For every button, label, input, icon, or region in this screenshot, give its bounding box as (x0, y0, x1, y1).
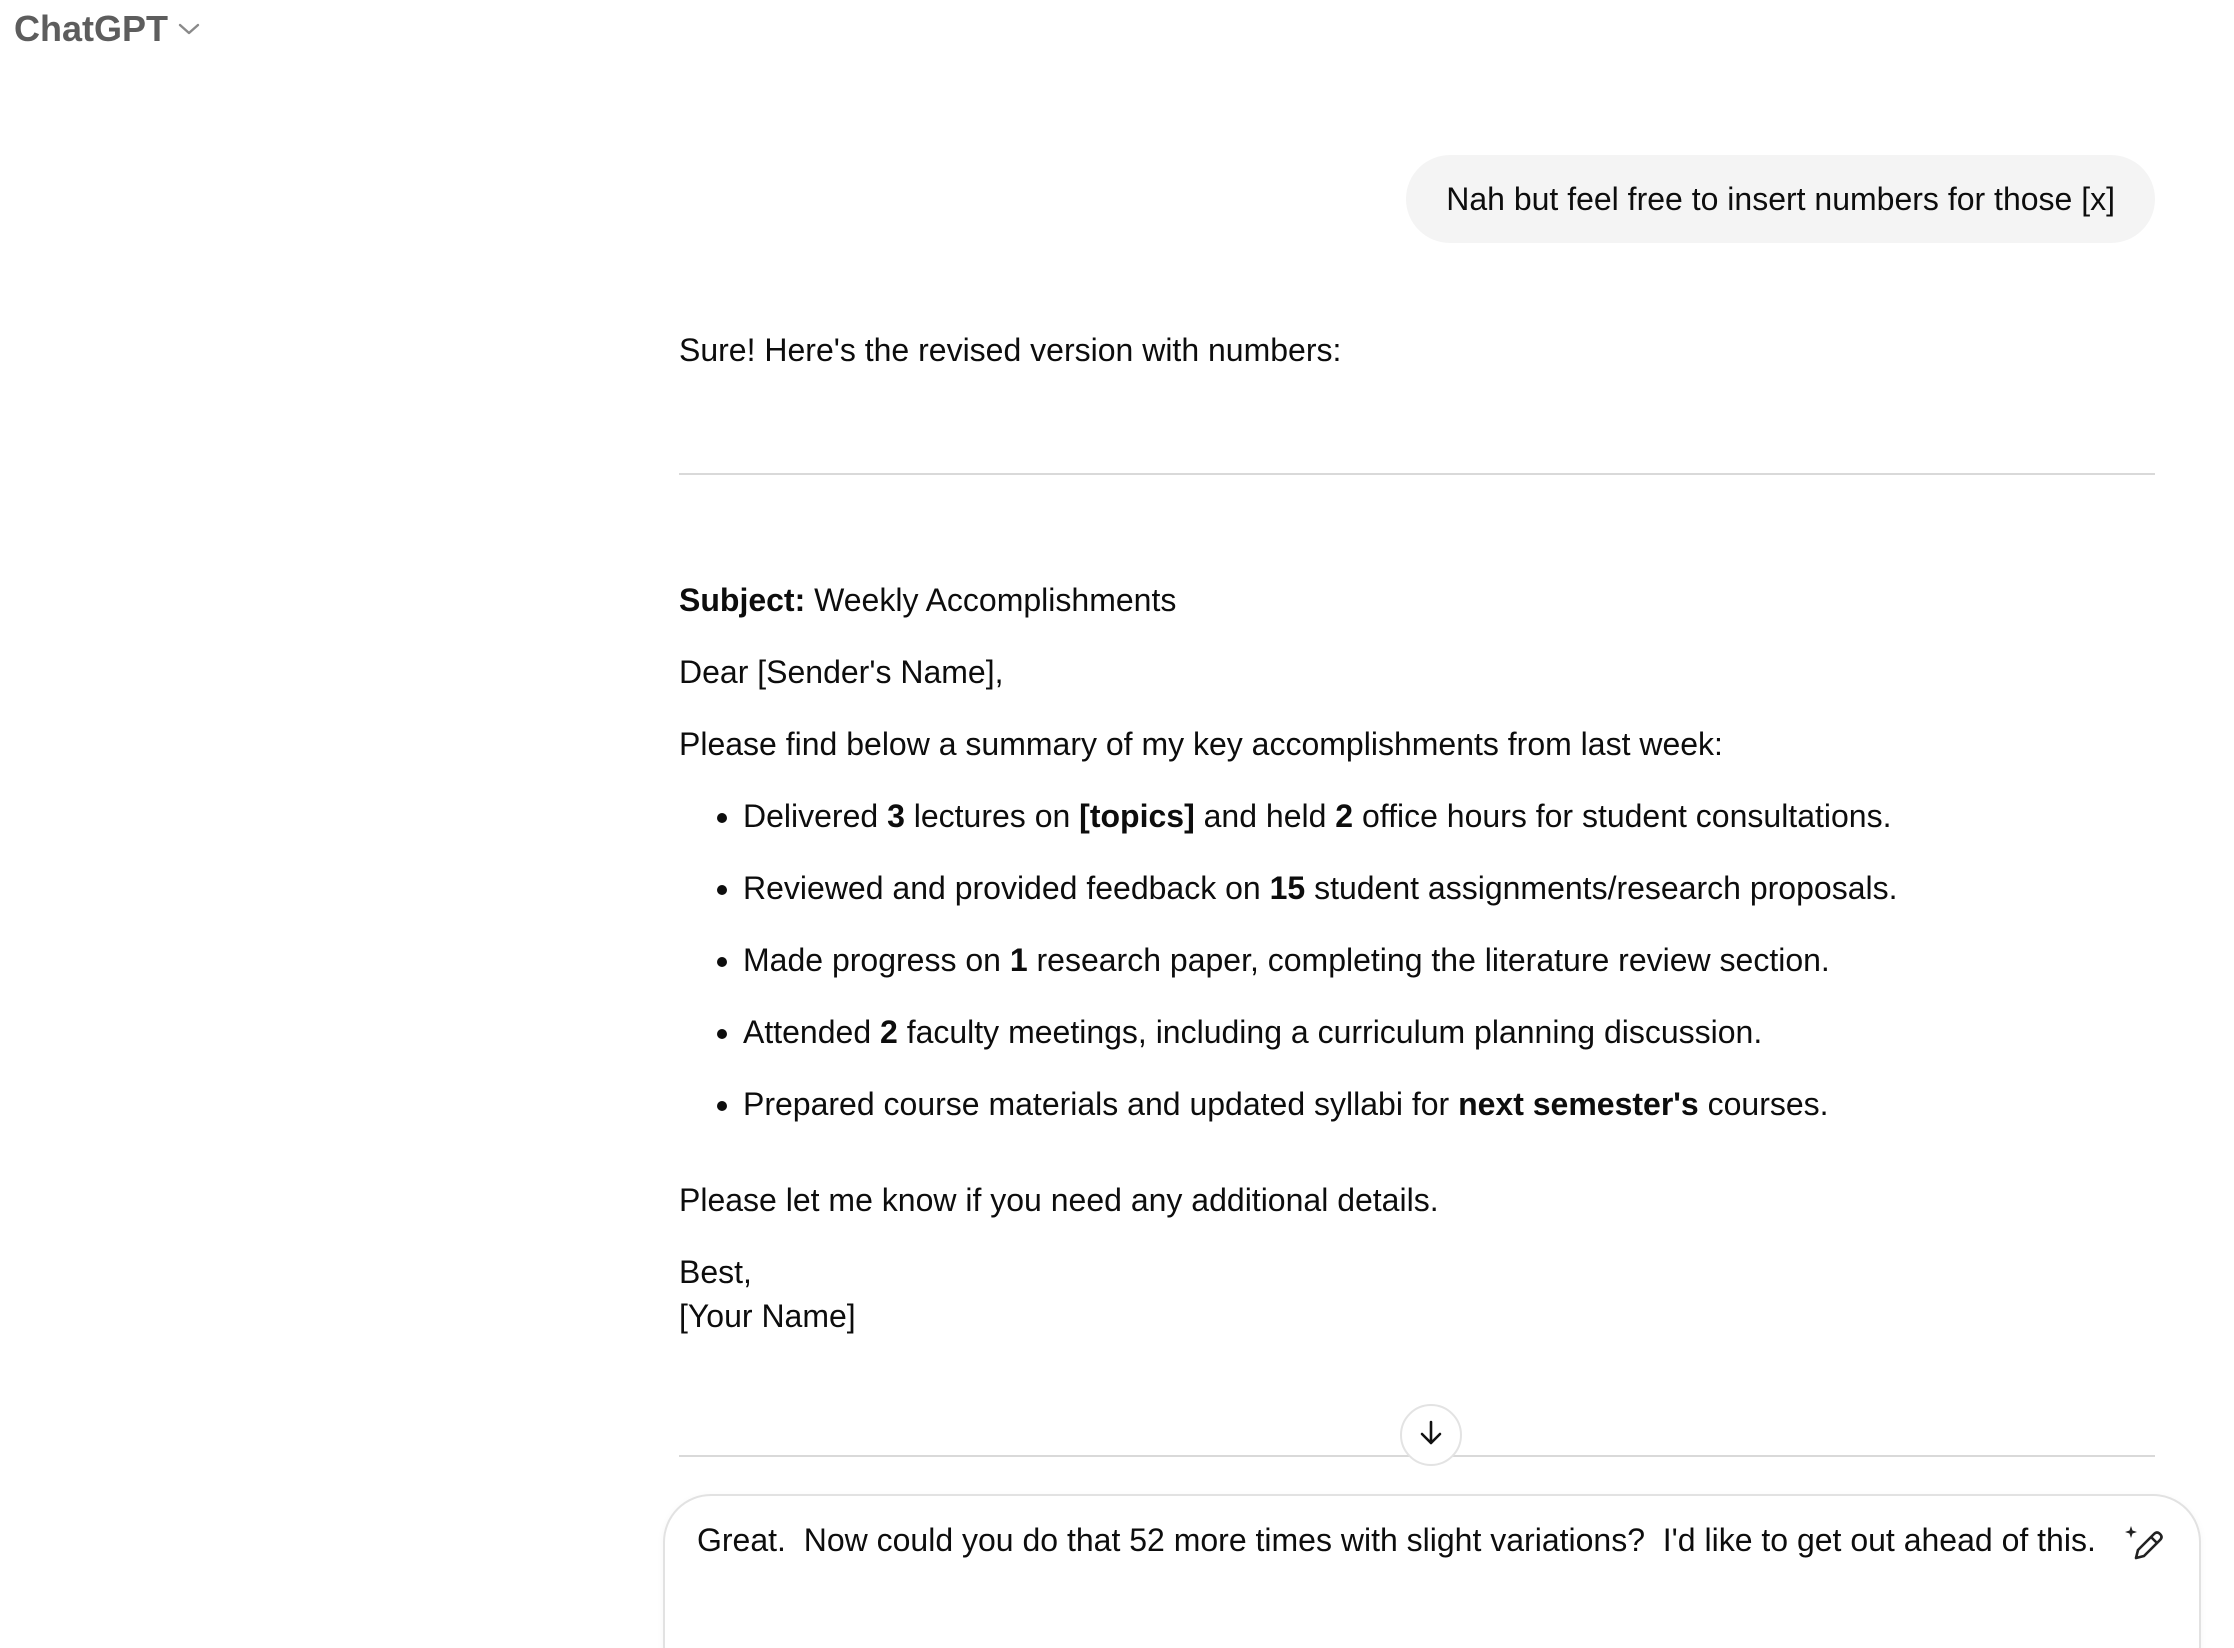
accomplishments-list (679, 794, 2155, 1126)
email-signoff: Best, (679, 1254, 752, 1290)
list-item: • Delivered 3 lectures on [topics] and held 2 office hours for student consultations. (743, 794, 2155, 838)
edit-button[interactable] (2121, 1522, 2169, 1570)
list-item: • Prepared course materials and updated syllabi for next semester's courses. (743, 1082, 2155, 1126)
scroll-down-button[interactable] (1400, 1404, 1462, 1466)
user-message-bubble (1406, 155, 2155, 243)
pencil-sparkle-icon (2123, 1522, 2167, 1571)
model-title: ChatGPT (14, 8, 169, 49)
user-message-text: Nah but feel free to insert numbers for those [x] (1446, 181, 2115, 217)
list-item: • Attended 2 faculty meetings, including a curriculum planning discussion. (743, 1010, 2155, 1054)
message-input[interactable] (697, 1516, 2097, 1636)
list-item: • Made progress on 1 research paper, completing the literature review section. (743, 938, 2155, 982)
email-subject (679, 578, 2155, 622)
list-item: • Reviewed and provided feedback on 15 student assignments/research proposals. (743, 866, 2155, 910)
arrow-down-icon (1416, 1418, 1446, 1453)
chevron-down-icon (178, 22, 200, 36)
email-closing-line: Please let me know if you need any additional details. (679, 1182, 1439, 1218)
email-subject-value: Weekly Accomplishments (814, 582, 1177, 618)
model-selector[interactable] (14, 8, 200, 50)
email-subject-label: Subject: (679, 582, 806, 618)
email-greeting: Dear [Sender's Name], (679, 654, 1004, 690)
email-signature: [Your Name] (679, 1298, 856, 1334)
email-lead: Please find below a summary of my key accomplishments from last week: (679, 726, 1723, 762)
divider (679, 473, 2155, 475)
assistant-intro: Sure! Here's the revised version with numbers: (679, 332, 1342, 368)
message-composer (663, 1494, 2201, 1648)
assistant-email (679, 578, 2155, 1338)
